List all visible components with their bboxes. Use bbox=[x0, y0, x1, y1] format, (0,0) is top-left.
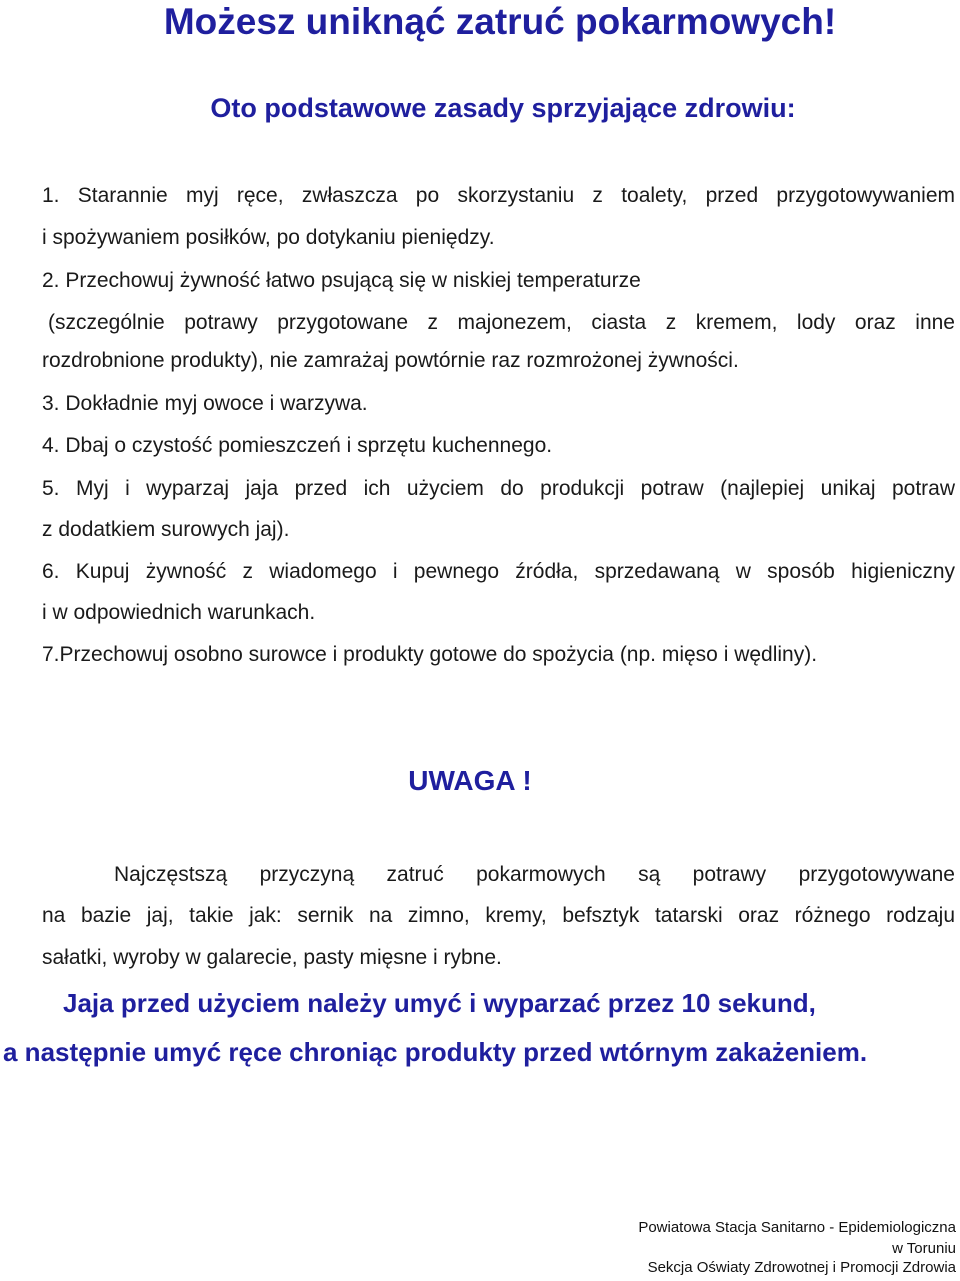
warning-heading: UWAGA ! bbox=[408, 765, 532, 796]
rule-1-line-2: i spożywaniem posiłków, po dotykaniu pieniędzy. bbox=[42, 226, 495, 249]
rule-3: 3. Dokładnie myj owoce i warzywa. bbox=[42, 392, 368, 415]
rule-7: 7.Przechowuj osobno surowce i produkty gotowe do spożycia (np. mięso i wędliny). bbox=[42, 643, 818, 666]
rule-1-line-1: 1. Starannie myj ręce, zwłaszcza po skorzystaniu z toalety, przed przygotowywaniem bbox=[42, 184, 955, 207]
footer-line-3: Sekcja Oświaty Zdrowotnej i Promocji Zdrowia bbox=[647, 1259, 956, 1276]
warning-paragraph-line-2: na bazie jaj, takie jak: sernik na zimno, kremy, befsztyk tatarski oraz różnego rodzaju bbox=[42, 904, 955, 927]
footer-line-1: Powiatowa Stacja Sanitarno - Epidemiologiczna bbox=[638, 1219, 956, 1236]
warning-paragraph-line-3: sałatki, wyroby w galarecie, pasty mięsne i rybne. bbox=[42, 946, 502, 969]
warning-highlight-line-2: a następnie umyć ręce chroniąc produkty przed wtórnym zakażeniem. bbox=[3, 1037, 868, 1067]
page-subtitle: Oto podstawowe zasady sprzyjające zdrowiu: bbox=[210, 93, 796, 123]
rule-2-line-1: 2. Przechowuj żywność łatwo psującą się w niskiej temperaturze bbox=[42, 269, 641, 292]
rule-5-line-2: z dodatkiem surowych jaj). bbox=[42, 518, 290, 541]
page-title: Możesz uniknąć zatruć pokarmowych! bbox=[163, 1, 837, 42]
rule-4: 4. Dbaj o czystość pomieszczeń i sprzętu kuchennego. bbox=[42, 434, 553, 457]
rule-6-line-1: 6. Kupuj żywność z wiadomego i pewnego źródła, sprzedawaną w sposób higieniczny bbox=[42, 560, 955, 583]
rule-2-line-3: rozdrobnione produkty), nie zamrażaj powtórnie raz rozmrożonej żywności. bbox=[42, 349, 739, 372]
footer-line-2: w Toruniu bbox=[892, 1240, 956, 1257]
warning-paragraph-line-1: Najczęstszą przyczyną zatruć pokarmowych są potrawy przygotowywane bbox=[114, 863, 955, 886]
rule-2-line-2: (szczególnie potrawy przygotowane z majonezem, ciasta z kremem, lody oraz inne bbox=[48, 311, 955, 334]
rule-6-line-2: i w odpowiednich warunkach. bbox=[42, 601, 316, 624]
warning-highlight-line-1: Jaja przed użyciem należy umyć i wyparzać przez 10 sekund, bbox=[63, 988, 816, 1018]
rule-5-line-1: 5. Myj i wyparzaj jaja przed ich użyciem do produkcji potraw (najlepiej unikaj potraw bbox=[42, 477, 955, 500]
